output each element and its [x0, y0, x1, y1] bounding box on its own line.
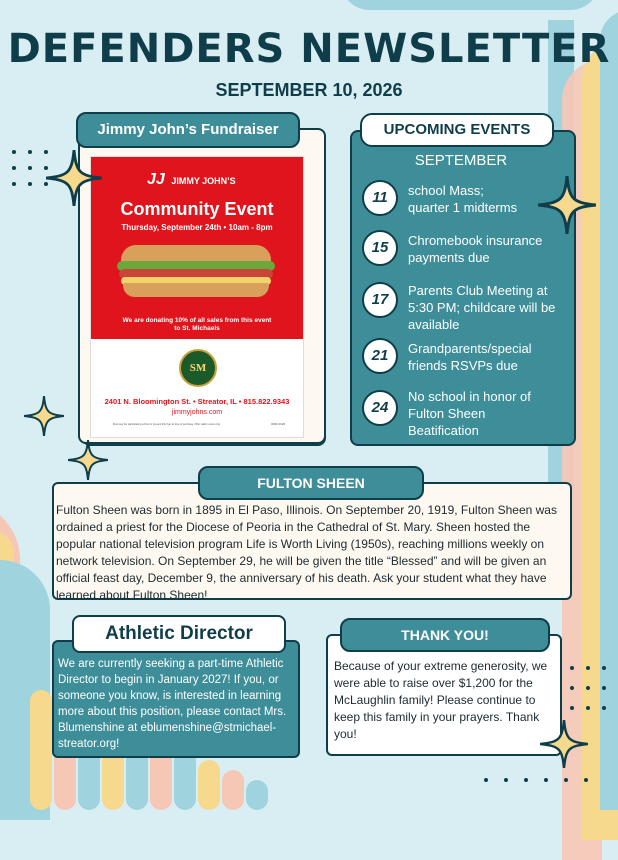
flyer-fine-code: 0082.2026 [271, 422, 286, 426]
sparkle-star-icon [68, 440, 108, 480]
school-seal-icon [179, 349, 217, 387]
fulton-body: Fulton Sheen was born in 1895 in El Paso, Illinois. On September 20, 1919, Fulton Sheen was ordained a priest for the Diocese of Peoria in the Cathedral of St. Mary. Sheen hosted the popular national television program Life is Worth Living (1950s), reaching millions weekly on network television. On September 29, he will be given the title “Blessed” and will be given an official feast day, December 9, the anniversary of his death. Ask your student what they have learned about Fulton Sheen! [56, 503, 557, 602]
thanks-body: Because of your extreme generosity, we were able to raise over $1,200 for the McLaughlin family! Please continue to keep this family in your prayers. Thank you! [334, 659, 548, 741]
event-text: Parents Club Meeting at 5:30 PM; childcare will be available [408, 283, 556, 332]
thanks-heading-label: THANK YOU! [401, 627, 489, 643]
sparkle-star-icon [540, 720, 588, 768]
sparkle-star-icon [24, 396, 64, 436]
athletic-body: We are currently seeking a part-time Athletic Director to begin in January 2027! If you, or someone you know, is interested in learning more about this position, please contact Mrs. Blumenshine at eblumenshine@stmichael-streator.org! [58, 658, 287, 750]
event-item [362, 388, 562, 440]
athletic-heading [72, 615, 286, 653]
newsletter-title: DEFENDERS NEWSLETTER [7, 26, 611, 72]
sandwich-image [117, 241, 277, 299]
event-item [362, 180, 562, 220]
event-item [362, 230, 562, 270]
event-text: school Mass; quarter 1 midterms [408, 183, 518, 215]
events-heading [360, 113, 554, 147]
event-item [362, 338, 562, 378]
event-day-badge: 11 [362, 180, 398, 216]
flyer-event-title: Community Event [120, 199, 274, 219]
event-day-badge: 21 [362, 338, 398, 374]
flyer-event-when: Thursday, September 24th • 10am - 8pm [121, 223, 273, 232]
sparkle-star-icon [46, 150, 102, 206]
flyer-brand: JIMMY JOHN’S [171, 176, 236, 186]
fulton-heading-label: FULTON SHEEN [257, 475, 365, 491]
events-heading-label: UPCOMING EVENTS [383, 121, 531, 138]
events-month: SEPTEMBER [414, 152, 508, 169]
fulton-heading [198, 466, 424, 500]
fundraiser-heading-label: Jimmy John’s Fundraiser [97, 121, 279, 138]
event-text: Grandparents/special friends RSVPs due [408, 341, 532, 373]
flyer-fine-print: Must say the participating school or present this flyer at time of purchase. Offer valid in-store only. [113, 423, 221, 426]
flyer-website[interactable]: jimmyjohns.com [171, 409, 223, 416]
event-text: Chromebook insurance payments due [408, 233, 543, 265]
seal-letters: SM [189, 362, 207, 374]
event-day-badge: 24 [362, 390, 398, 426]
flyer-brand-row [147, 171, 236, 189]
event-day-badge: 17 [362, 282, 398, 318]
jj-logo-icon: JJ [147, 171, 165, 188]
event-item [362, 282, 562, 334]
athletic-heading-label: Athletic Director [105, 623, 253, 644]
jimmy-johns-flyer[interactable] [90, 156, 304, 438]
newsletter-date: SEPTEMBER 10, 2026 [215, 80, 403, 100]
event-day-badge: 15 [362, 230, 398, 266]
flyer-red-section [91, 157, 303, 339]
flyer-donation-note: We are donating 10% of all sales from this event to St. Michaels [122, 317, 272, 332]
sparkle-star-icon [538, 176, 596, 234]
flyer-address: 2401 N. Bloomington St. • Streator, IL • 815.822.9343 [104, 397, 290, 406]
event-text: No school in honor of Fulton Sheen Beatification [408, 389, 531, 438]
thanks-heading [340, 618, 550, 652]
fundraiser-heading [76, 112, 300, 148]
